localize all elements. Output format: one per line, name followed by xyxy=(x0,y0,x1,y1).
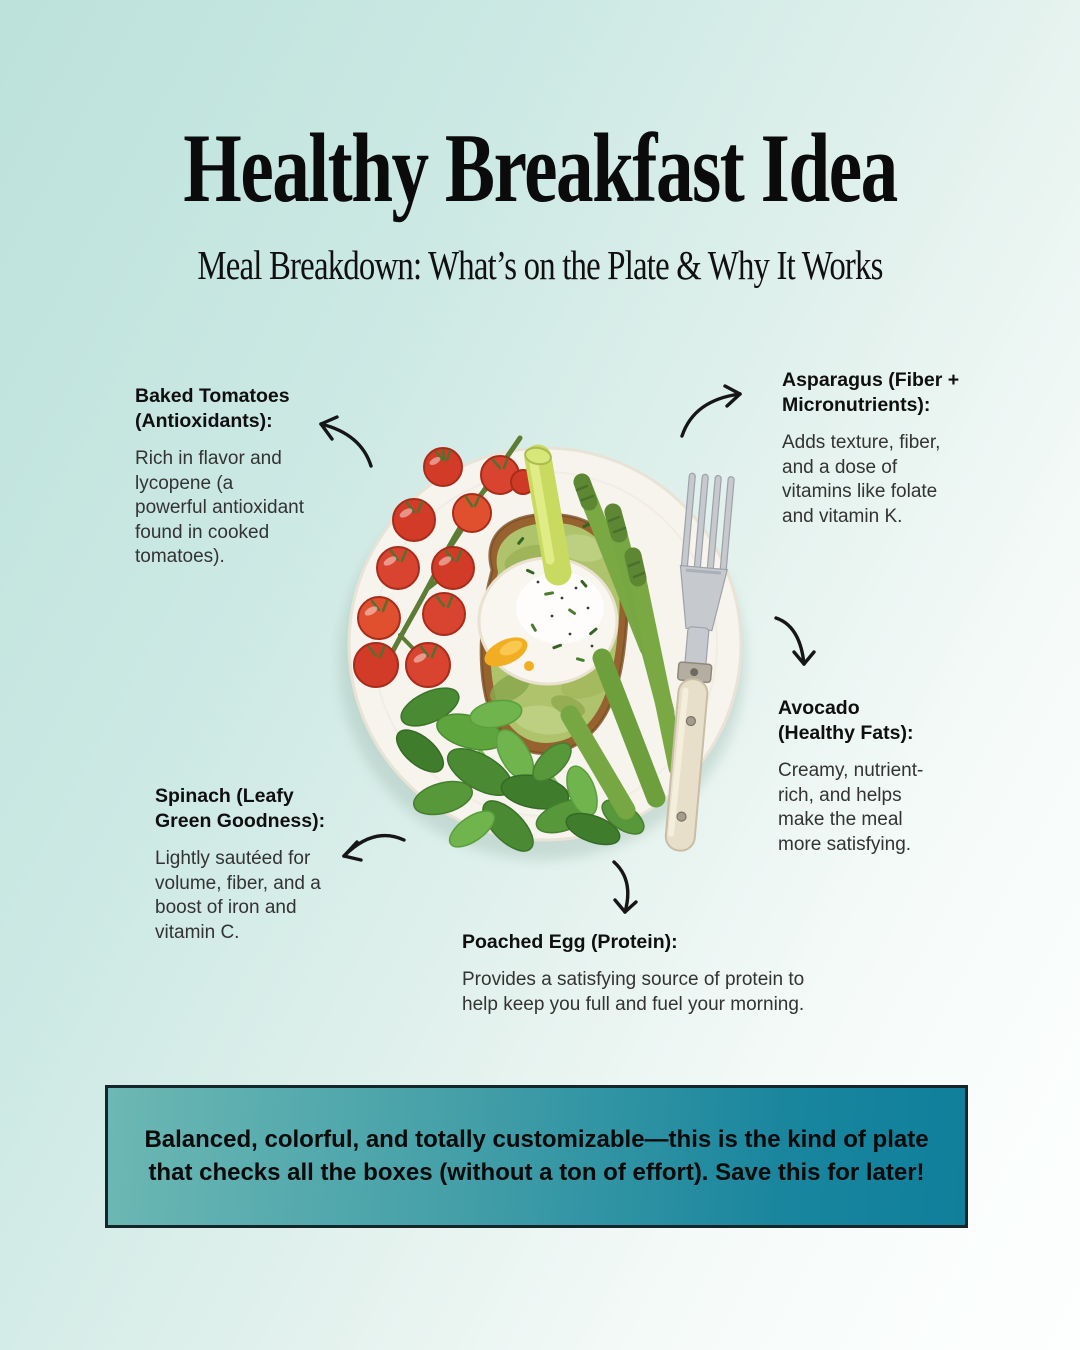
note-baked-tomatoes-heading: Baked Tomatoes (Antioxidants): xyxy=(135,385,290,432)
curved-arrow-baked-tomatoes-icon xyxy=(305,412,377,472)
note-baked-tomatoes-body: Rich in flavor and lycopene (a powerful antioxidant found in cooked tomatoes). xyxy=(135,448,304,567)
note-asparagus xyxy=(782,368,968,529)
note-poached-egg xyxy=(462,930,842,1017)
note-asparagus-heading: Asparagus (Fiber + Micronutrients): xyxy=(782,369,960,416)
note-poached-egg-heading: Poached Egg (Protein): xyxy=(462,931,678,953)
curved-arrow-poached-egg-icon xyxy=(598,856,646,920)
note-avocado-body: Creamy, nutrient-rich, and helps make the meal more satisfying. xyxy=(778,760,924,855)
note-spinach xyxy=(155,784,347,945)
note-avocado xyxy=(778,696,936,857)
note-poached-egg-body: Provides a satisfying source of protein to help keep you full and fuel your morning. xyxy=(462,969,805,1015)
note-spinach-heading: Spinach (Leafy Green Goodness): xyxy=(155,785,326,832)
breakfast-plate-illustration xyxy=(330,420,770,870)
curved-arrow-avocado-icon xyxy=(768,612,820,674)
note-avocado-heading: Avocado (Healthy Fats): xyxy=(778,697,914,744)
curved-arrow-asparagus-icon xyxy=(678,382,748,440)
meal-photo xyxy=(330,420,770,870)
note-spinach-body: Lightly sautéed for volume, fiber, and a boost of iron and vitamin C. xyxy=(155,848,321,943)
page-subtitle: Meal Breakdown: What’s on the Plate & Why It Works xyxy=(197,242,883,288)
footer-callout xyxy=(105,1085,968,1228)
note-asparagus-body: Adds texture, fiber, and a dose of vitamins like folate and vitamin K. xyxy=(782,432,941,527)
page-title: Healthy Breakfast Idea xyxy=(183,114,897,223)
footer-callout-text: Balanced, colorful, and totally customizable—this is the kind of plate that checks all the boxes (without a ton of effort). Save this for later! xyxy=(144,1126,929,1186)
note-baked-tomatoes xyxy=(135,384,315,570)
